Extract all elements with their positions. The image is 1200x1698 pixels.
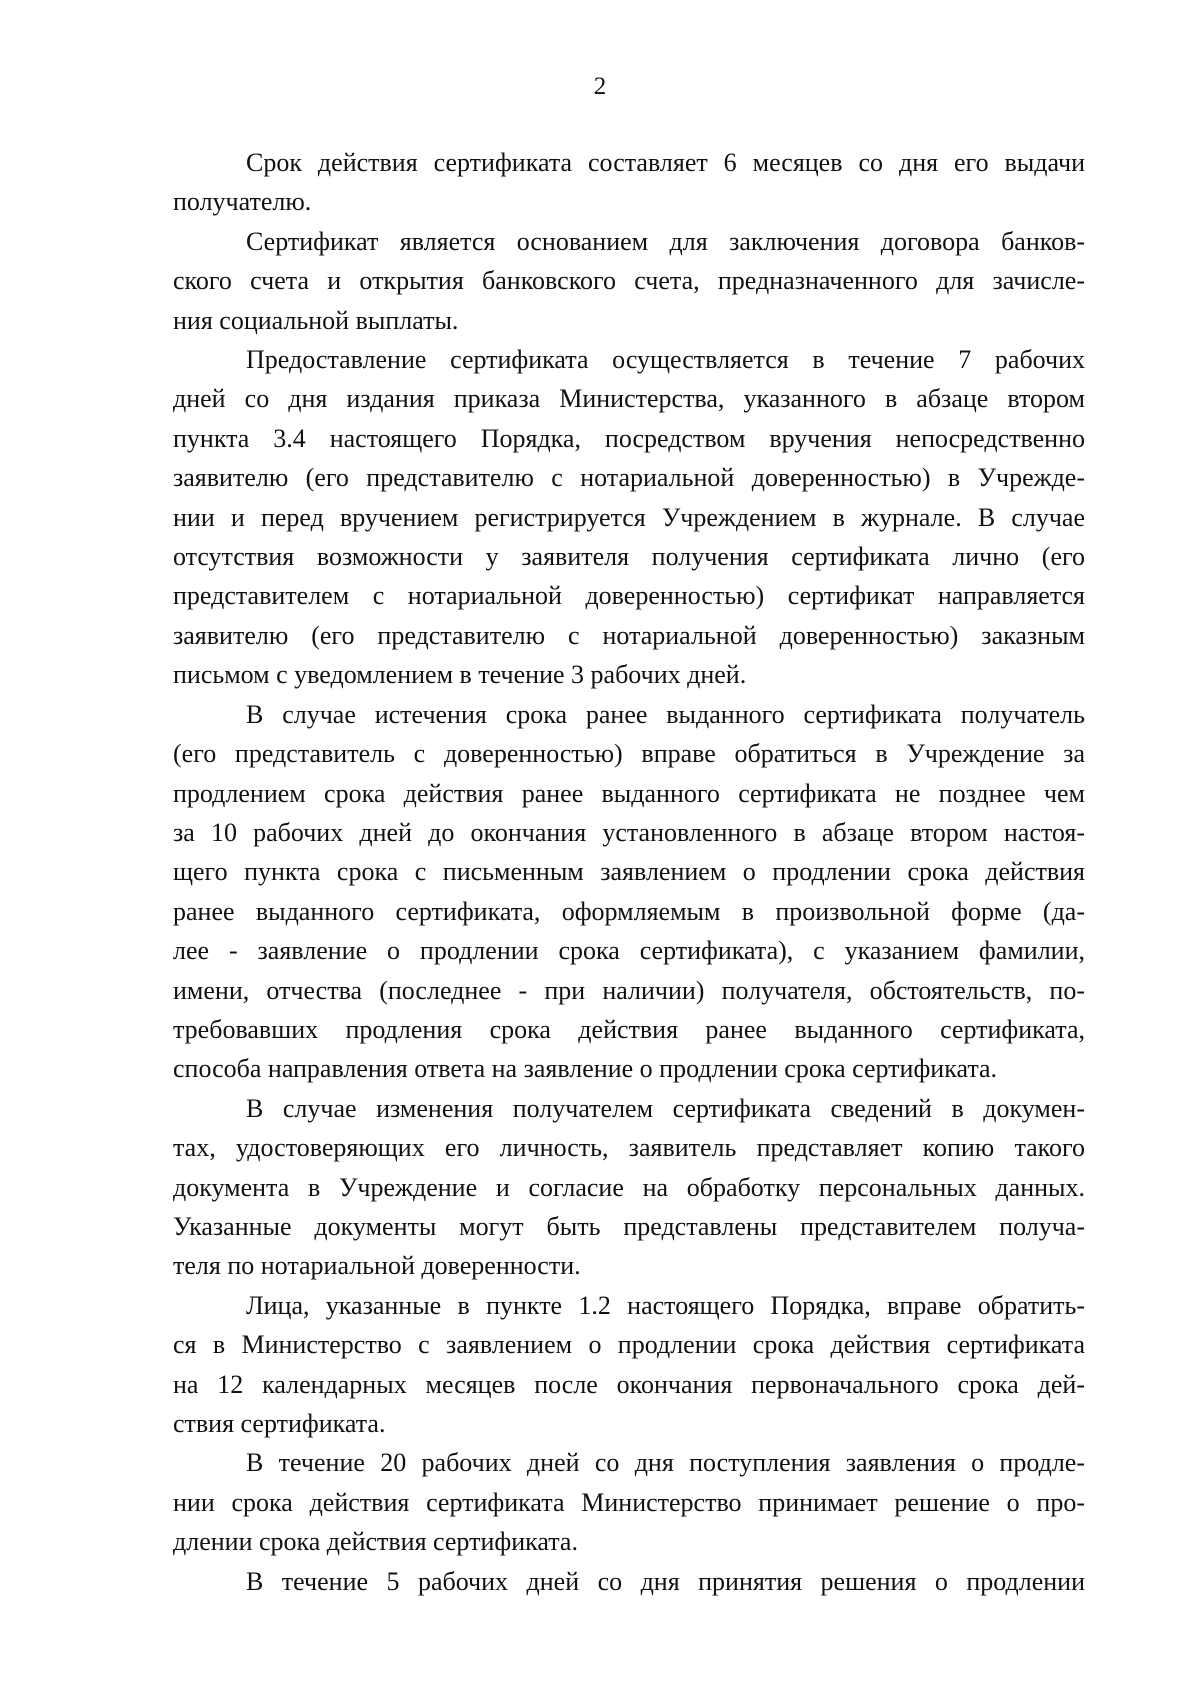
text-line: заявителю (его представителю с нотариальной доверенностью) заказным <box>173 620 1085 650</box>
text-line: ся в Министерство с заявлением о продлении срока действия сертификата <box>173 1330 1085 1360</box>
text-line: В течение 20 рабочих дней со дня поступления заявления о продле- <box>246 1448 1085 1478</box>
paragraph <box>173 1089 1085 1286</box>
text-line: на 12 календарных месяцев после окончания первоначального срока дей- <box>173 1369 1085 1399</box>
text-line: документа в Учреждение и согласие на обработку персональных данных. <box>173 1172 1085 1202</box>
paragraph <box>173 695 1085 1089</box>
paragraph <box>173 1286 1085 1444</box>
text-line: заявителю (его представителю с нотариальной доверенностью) в Учрежде- <box>173 463 1085 493</box>
text-line: Указанные документы могут быть представлены представителем получа- <box>173 1211 1085 1241</box>
text-line: Предоставление сертификата осуществляется в течение 7 рабочих <box>246 345 1085 375</box>
text-line: (его представитель с доверенностью) вправе обратиться в Учреждение за <box>173 739 1085 769</box>
text-line: ского счета и открытия банковского счета, предназначенного для зачисле- <box>173 266 1085 296</box>
page-number: 2 <box>593 73 607 100</box>
text-line: имени, отчества (последнее - при наличии) получателя, обстоятельств, по- <box>173 975 1085 1005</box>
text-line: длении срока действия сертификата. <box>173 1527 578 1557</box>
text-line: отсутствия возможности у заявителя получения сертификата лично (его <box>173 542 1085 572</box>
text-line: тах, удостоверяющих его личность, заявитель представляет копию такого <box>173 1133 1085 1163</box>
paragraph <box>173 340 1085 695</box>
text-line: требовавших продления срока действия ранее выданного сертификата, <box>173 1014 1085 1044</box>
text-line: дней со дня издания приказа Министерства, указанного в абзаце втором <box>173 384 1085 414</box>
text-line: получателю. <box>173 187 312 217</box>
text-line: ранее выданного сертификата, оформляемым в произвольной форме (да- <box>173 896 1085 926</box>
text-line: за 10 рабочих дней до окончания установленного в абзаце втором настоя- <box>173 817 1085 847</box>
text-line: Сертификат является основанием для заключения договора банков- <box>246 226 1085 256</box>
text-line: щего пункта срока с письменным заявлением о продлении срока действия <box>173 857 1085 887</box>
text-line: Лица, указанные в пункте 1.2 настоящего Порядка, вправе обратить- <box>246 1290 1085 1320</box>
text-line: нии срока действия сертификата Министерство принимает решение о про- <box>173 1487 1085 1517</box>
text-line: В течение 5 рабочих дней со дня принятия решения о продлении <box>246 1566 1085 1596</box>
text-line: В случае истечения срока ранее выданного сертификата получатель <box>246 699 1085 729</box>
text-line: письмом с уведомлением в течение 3 рабочих дней. <box>173 660 747 690</box>
text-line: ния социальной выплаты. <box>173 305 459 335</box>
text-line: способа направления ответа на заявление о продлении срока сертификата. <box>173 1054 998 1084</box>
text-line: представителем с нотариальной доверенностью) сертификат направляется <box>173 581 1085 611</box>
text-line: лее - заявление о продлении срока сертификата), с указанием фамилии, <box>173 936 1085 966</box>
text-line: продлением срока действия ранее выданного сертификата не позднее чем <box>173 778 1085 808</box>
text-line: нии и перед вручением регистрируется Учреждением в журнале. В случае <box>173 502 1085 532</box>
text-line: пункта 3.4 настоящего Порядка, посредством вручения непосредственно <box>173 423 1085 453</box>
text-line: ствия сертификата. <box>173 1409 386 1438</box>
text-line: Срок действия сертификата составляет 6 месяцев со дня его выдачи <box>246 148 1085 177</box>
text-line: теля по нотариальной доверенности. <box>173 1251 581 1281</box>
text-line: В случае изменения получателем сертификата сведений в докумен- <box>246 1093 1085 1123</box>
document-body <box>173 143 1085 1601</box>
paragraph <box>173 1562 1085 1601</box>
paragraph <box>173 143 1085 222</box>
paragraph <box>173 1443 1085 1561</box>
paragraph <box>173 222 1085 340</box>
